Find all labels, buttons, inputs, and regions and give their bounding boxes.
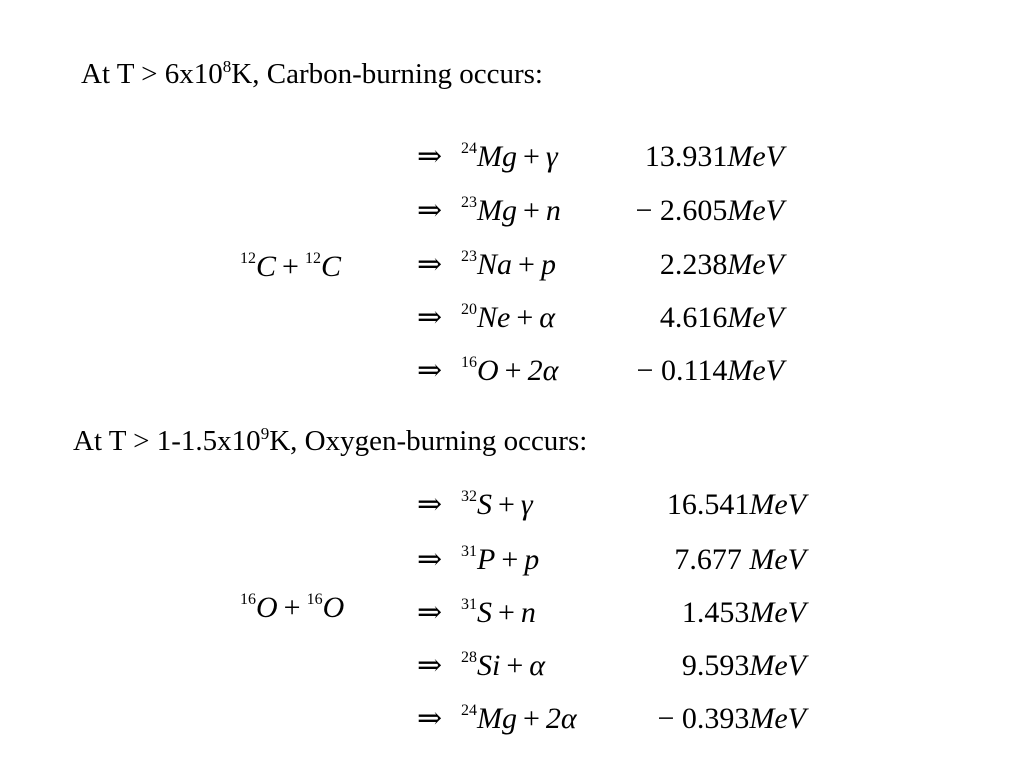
isotope-mass: 16 [461,354,477,371]
energy-number: 16.541 [666,488,750,521]
heading-text: At T > 1-1.5x10 [73,425,261,457]
energy-unit: MeV [727,140,784,173]
energy-number: − 0.114 [636,354,728,387]
implies-arrow-icon: ⇒ [417,354,443,387]
isotope-symbol: Na [477,248,513,281]
isotope-symbol: P [477,543,496,576]
plus-operator: + [516,301,534,334]
implies-arrow-icon: ⇒ [417,301,443,334]
reaction-row [417,196,561,226]
implies-arrow-icon: ⇒ [417,194,443,227]
energy-value [674,545,806,575]
isotope-symbol: Mg [477,194,517,227]
energy-number: 7.677 [674,543,742,576]
energy-unit: MeV [749,702,806,735]
isotope-symbol: Mg [477,140,517,173]
energy-unit: MeV [727,301,784,334]
isotope-mass: 24 [461,140,477,157]
isotope-symbol: O [256,591,278,624]
product-particle: γ [520,488,533,521]
energy-number: − 2.605 [635,194,728,227]
energy-value [667,490,806,520]
energy-unit: MeV [727,248,784,281]
implies-arrow-icon: ⇒ [417,248,443,281]
reaction-row [417,356,558,386]
plus-operator: + [504,354,522,387]
isotope-symbol: C [320,250,341,283]
energy-number: 1.453 [681,596,750,629]
reaction-row [417,303,555,333]
carbon-burning-heading [81,57,543,90]
isotope-mass: 12 [304,250,321,267]
reaction-row [417,250,556,280]
energy-unit: MeV [749,543,806,576]
product-particle: p [540,248,556,281]
heading-text: At T > 6x10 [81,58,223,90]
isotope-mass: 12 [240,250,256,267]
isotope-mass: 31 [461,596,477,613]
isotope-symbol: C [256,250,277,283]
energy-value [635,196,784,226]
isotope-mass: 24 [461,702,477,719]
implies-arrow-icon: ⇒ [417,596,443,629]
oxygen-reactants [240,593,344,623]
energy-number: 4.616 [659,301,728,334]
product-particle: γ [545,140,558,173]
plus-operator: + [283,591,301,624]
heading-text-suffix: K, Oxygen-burning occurs: [269,425,588,457]
carbon-reactants [240,252,341,282]
plus-operator: + [518,248,535,281]
plus-operator: + [498,488,515,521]
energy-number: 13.931 [644,140,728,173]
energy-unit: MeV [727,354,784,387]
isotope-mass: 16 [240,591,256,608]
energy-value [660,303,784,333]
product-particle: 2α [527,354,559,387]
reaction-row [417,142,558,172]
isotope-mass: 23 [461,194,477,211]
isotope-mass: 23 [461,248,477,265]
isotope-mass: 32 [461,488,477,505]
heading-exponent: 8 [222,57,232,76]
plus-operator: + [501,543,519,576]
product-particle: α [539,301,555,334]
product-particle: α [529,649,546,682]
isotope-symbol: Ne [477,301,511,334]
implies-arrow-icon: ⇒ [417,488,443,521]
plus-operator: + [523,140,540,173]
isotope-mass: 28 [461,649,477,666]
energy-number: 9.593 [681,649,750,682]
isotope-symbol: O [322,591,345,624]
energy-value [657,704,806,734]
energy-value [682,651,806,681]
energy-value [645,142,784,172]
product-particle: n [545,194,561,227]
energy-number: − 0.393 [657,702,750,735]
implies-arrow-icon: ⇒ [417,543,443,576]
energy-unit: MeV [727,194,784,227]
energy-value [682,598,806,628]
isotope-mass: 31 [461,543,477,560]
heading-exponent: 9 [260,424,270,443]
product-particle: p [524,543,540,576]
plus-operator: + [506,649,524,682]
reaction-row [417,598,536,628]
isotope-mass: 16 [306,591,323,608]
reaction-row [417,651,545,681]
oxygen-burning-heading [73,424,588,457]
implies-arrow-icon: ⇒ [417,140,443,173]
energy-unit: MeV [749,596,806,629]
heading-text-suffix: K, Carbon-burning occurs: [231,58,543,90]
plus-operator: + [498,596,515,629]
implies-arrow-icon: ⇒ [417,702,443,735]
isotope-mass: 20 [461,301,477,318]
plus-operator: + [523,194,540,227]
product-particle: 2α [545,702,577,735]
reaction-row [417,704,577,734]
energy-value [637,356,784,386]
product-particle: n [520,596,536,629]
implies-arrow-icon: ⇒ [417,649,443,682]
isotope-symbol: S [477,488,492,521]
plus-operator: + [523,702,540,735]
plus-operator: + [282,250,299,283]
isotope-symbol: Si [477,649,501,682]
isotope-symbol: S [477,596,492,629]
energy-unit: MeV [749,488,806,521]
reaction-row [417,545,539,575]
isotope-symbol: Mg [477,702,517,735]
energy-value [660,250,784,280]
reaction-row [417,490,533,520]
energy-number: 2.238 [659,248,728,281]
energy-unit: MeV [749,649,806,682]
isotope-symbol: O [477,354,499,387]
